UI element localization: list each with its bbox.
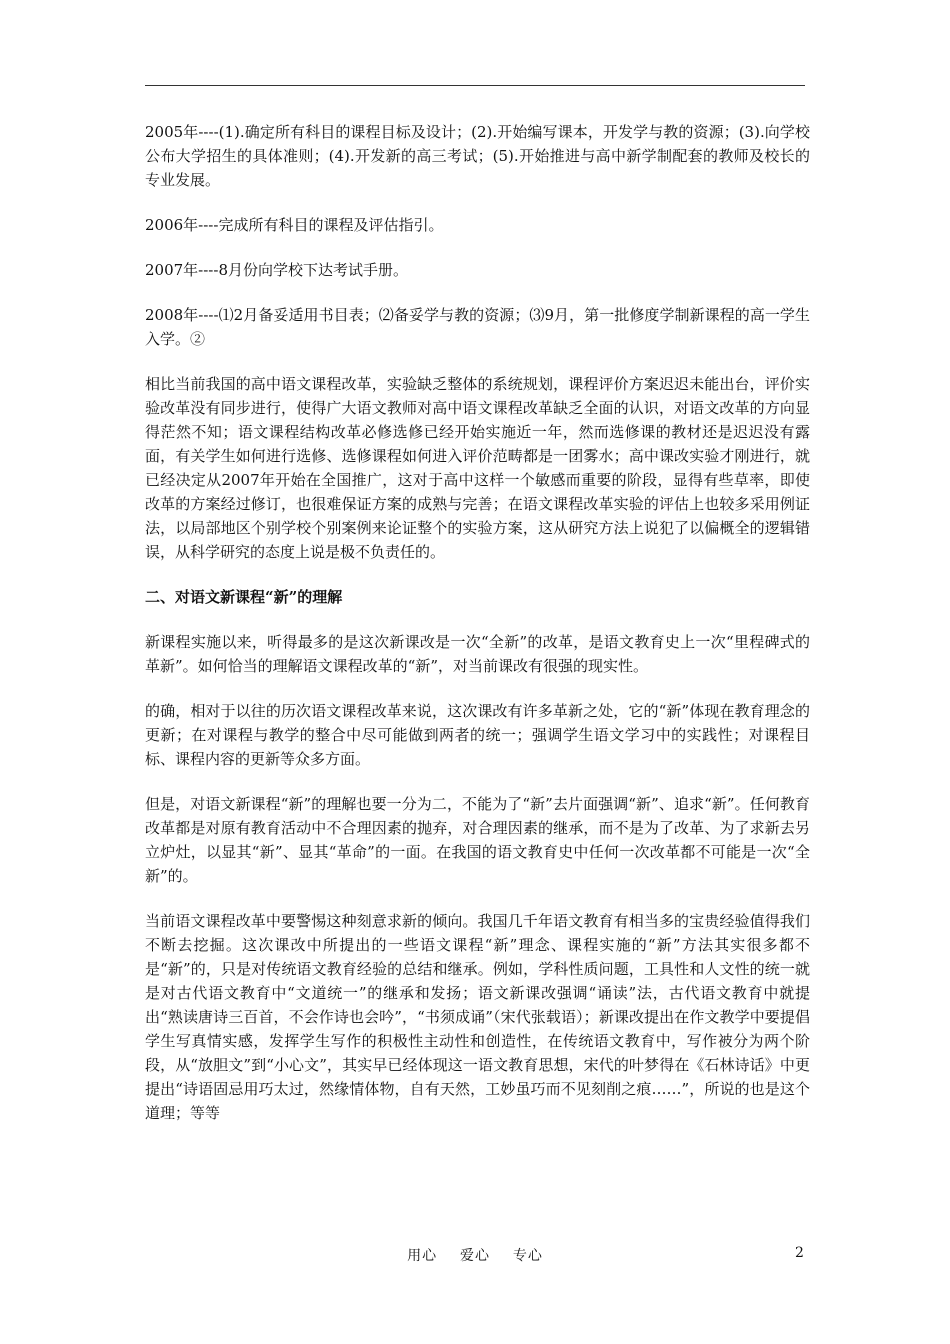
header-rule xyxy=(145,85,805,86)
paragraph-section-4: 当前语文课程改革中要警惕这种刻意求新的倾向。我国几千年语文教育有相当多的宝贵经验值得我们不断去挖掘。这次课改中所提出的一些语文课程“新”理念、课程实施的“新”方法其实很多都不是“新”的，只是对传统语文教育经验的总结和继承。例如，学科性质问题，工具性和人文性的统一就是对古代语文教育中“文道统一”的继承和发扬；语文新课改强调“诵读”法，古代语文教育中就提出“熟读唐诗三百首，不会作诗也会吟”，“书须成诵”（宋代张载语）；新课改提出在作文教学中要提倡学生写真情实感，发挥学生写作的积极性主动性和创造性，在传统语文教育中，写作被分为两个阶段，从“放胆文”到“小心文”，其实早已经体现这一语文教育思想，宋代的叶梦得在《石林诗话》中更提出“诗语固忌用巧太过，然缘情体物，自有天然，工妙虽巧而不见刻削之痕……”，所说的也是这个道理；等等 xyxy=(145,912,810,1122)
paragraph-comparison: 相比当前我国的高中语文课程改革，实验缺乏整体的系统规划，课程评价方案迟迟未能出台，评价实验改革没有同步进行，使得广大语文教师对高中语文课程改革缺乏全面的认识，对语文改革的方向显得茫然不知；语文课程结构改革必修选修已经开始实施近一年，然而选修课的教材还是迟迟没有露面，有关学生如何进行选修、选修课程如何进入评价范畴都是一团雾水；高中课改实验才刚进行，就已经决定从2007年开始在全国推广，这对于高中这样一个敏感而重要的阶段，显得有些草率，即使改革的方案经过修订，也很难保证方案的成熟与完善；在语文课程改革实验的评估上也较多采用例证法，以局部地区个别学校个别案例来论证整个的实验方案，这从研究方法上说犯了以偏概全的逻辑错误，从科学研究的态度上说是极不负责任的。 xyxy=(145,375,810,561)
footer-motto: 用心 爱心 专心 xyxy=(407,1248,543,1264)
paragraph-2008: 2008年----⑴2月备妥适用书目表；⑵备妥学与教的资源；⑶9月，第一批修度学制新课程的高一学生入学。② xyxy=(145,306,810,348)
paragraph-section-2: 的确，相对于以往的历次语文课程改革来说，这次课改有许多革新之处，它的“新”体现在教育理念的更新；在对课程与教学的整合中尽可能做到两者的统一；强调学生语文学习中的实践性；对课程目标、课程内容的更新等众多方面。 xyxy=(145,702,810,768)
section-heading: 二、对语文新课程“新”的理解 xyxy=(145,588,343,606)
paragraph-2005: 2005年----(1).确定所有科目的课程目标及设计；(2).开始编写课本，开发学与教的资源；(3).向学校公布大学招生的具体准则；(4).开发新的高三考试；(5).开始推进与高中新学制配套的教师及校长的专业发展。 xyxy=(145,123,810,189)
paragraph-2006: 2006年----完成所有科目的课程及评估指引。 xyxy=(145,216,444,234)
paragraph-section-3: 但是，对语文新课程“新”的理解也要一分为二，不能为了“新”去片面强调“新”、追求“新”。任何教育改革都是对原有教育活动中不合理因素的抛弃，对合理因素的继承，而不是为了改革、为了求新去另立炉灶，以显其“新”、显其“革命”的一面。在我国的语文教育史中任何一次改革都不可能是一次“全新”的。 xyxy=(145,795,810,885)
paragraph-section-1: 新课程实施以来，听得最多的是这次新课改是一次“全新”的改革，是语文教育史上一次“里程碑式的革新”。如何恰当的理解语文课程改革的“新”，对当前课改有很强的现实性。 xyxy=(145,633,810,675)
page-number: 2 xyxy=(795,1245,804,1261)
paragraph-2007: 2007年----8月份向学校下达考试手册。 xyxy=(145,261,408,279)
document-body xyxy=(145,120,810,1146)
